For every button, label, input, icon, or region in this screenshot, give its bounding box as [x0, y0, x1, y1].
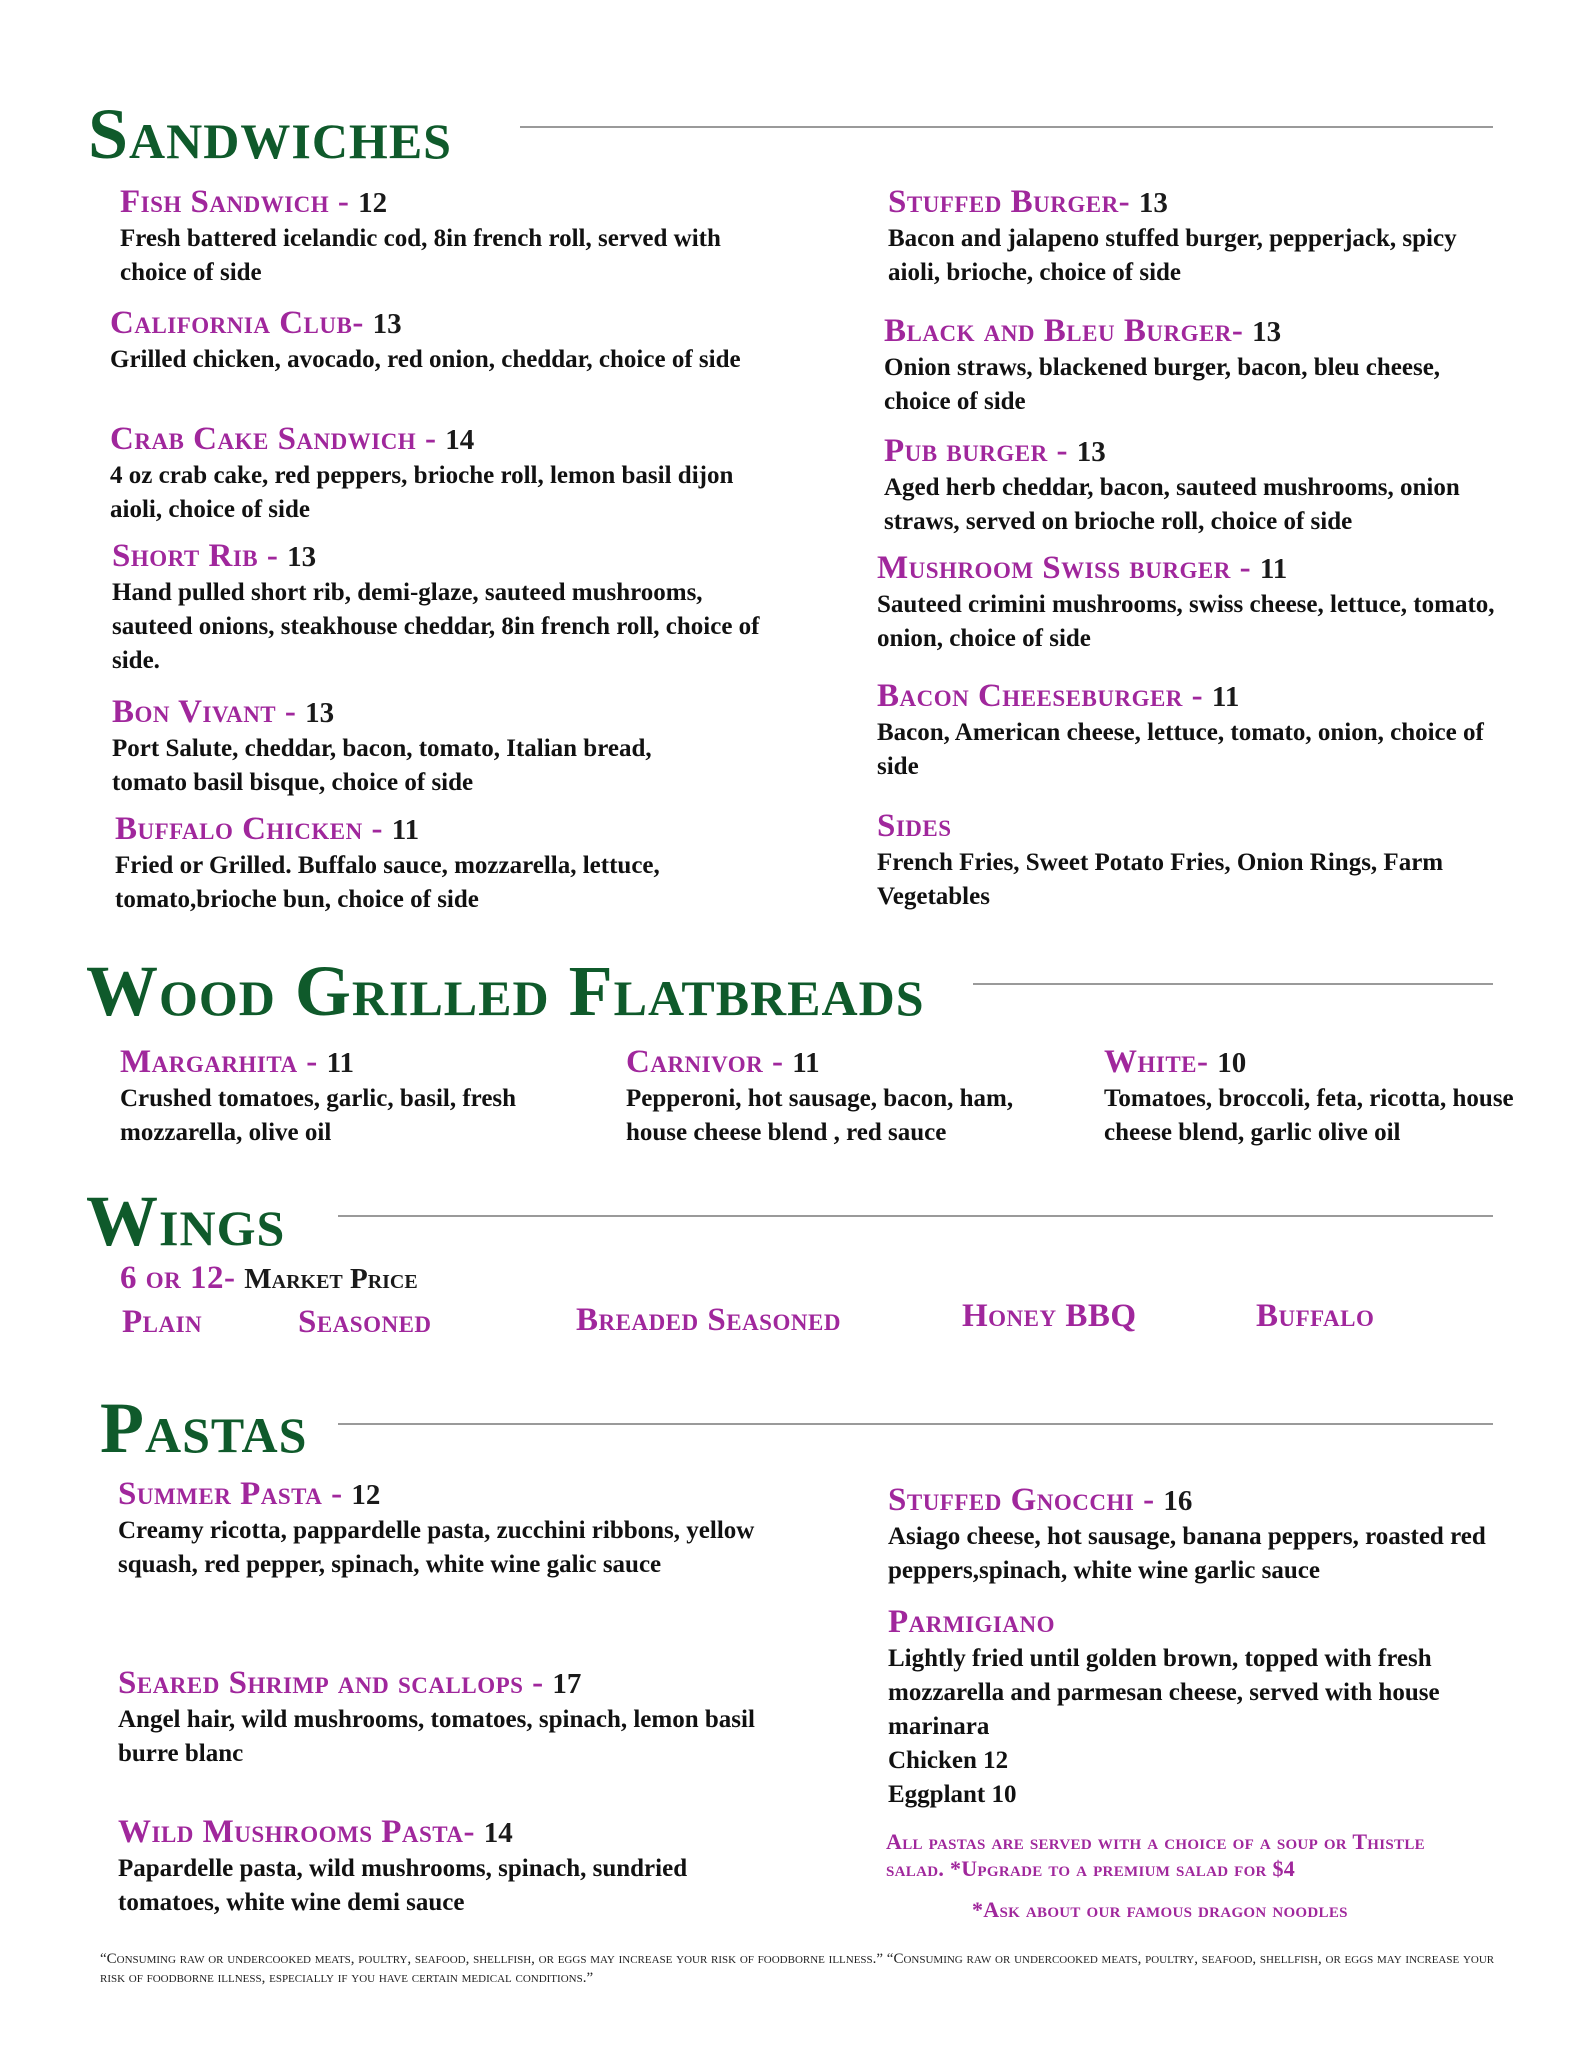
wing-style: Seasoned: [298, 1304, 432, 1340]
section-title-wings: Wings: [86, 1181, 286, 1261]
item-name: White-: [1104, 1044, 1218, 1080]
item-description: Lightly fried until golden brown, topped with fresh mozzarella and parmesan cheese, served with house marinara: [888, 1645, 1440, 1741]
item-name: Margarhita -: [120, 1044, 327, 1080]
menu-item: [877, 550, 1497, 656]
item-description: Bacon and jalapeno stuffed burger, pepperjack, spicy aioli, brioche, choice of side: [888, 225, 1457, 287]
item-description: Fresh battered icelandic cod, 8in french roll, served with choice of side: [120, 225, 721, 287]
menu-item: [884, 313, 1504, 419]
menu-item: [115, 811, 735, 917]
item-name: Carnivor -: [626, 1044, 793, 1080]
item-description: French Fries, Sweet Potato Fries, Onion Rings, Farm Vegetables: [877, 849, 1444, 911]
wing-style: Buffalo: [1256, 1298, 1375, 1334]
item-name: Parmigiano: [888, 1604, 1055, 1640]
menu-item: [110, 421, 750, 527]
menu-item: [626, 1044, 1046, 1150]
wings-market-price: Market Price: [244, 1263, 418, 1295]
menu-item: [110, 305, 750, 377]
item-name: Bacon Cheeseburger -: [877, 678, 1212, 714]
menu-item: [120, 1044, 560, 1150]
wings-count-price: [120, 1260, 418, 1297]
item-name: Black and Bleu Burger-: [884, 313, 1253, 349]
item-description: Papardelle pasta, wild mushrooms, spinach, sundried tomatoes, white wine demi sauce: [118, 1855, 688, 1917]
parm-option-chicken: Chicken 12: [888, 1747, 1009, 1775]
menu-item: [884, 433, 1524, 539]
item-name: Fish Sandwich -: [120, 184, 359, 220]
item-price: 13: [287, 541, 317, 573]
item-description: Aged herb cheddar, bacon, sauteed mushrooms, onion straws, served on brioche roll, choice of side: [884, 474, 1460, 536]
item-name: Crab Cake Sandwich -: [110, 421, 446, 457]
item-price: 17: [552, 1668, 582, 1700]
menu-item: [112, 694, 732, 800]
item-name: Wild Mushrooms Pasta-: [118, 1814, 484, 1850]
item-name: Summer Pasta -: [118, 1476, 352, 1512]
menu-item: [888, 1604, 1488, 1812]
section-title-flatbreads: Wood Grilled Flatbreads: [86, 951, 925, 1031]
item-name: Sides: [877, 808, 952, 844]
menu-item: [877, 678, 1517, 784]
item-description: Fried or Grilled. Buffalo sauce, mozzarella, lettuce, tomato,brioche bun, choice of side: [115, 852, 660, 914]
dragon-noodles-note: *Ask about our famous dragon noodles: [972, 1897, 1348, 1922]
item-price: 11: [1259, 553, 1288, 585]
item-price: 11: [792, 1047, 820, 1079]
item-description: Port Salute, cheddar, bacon, tomato, Italian bread, tomato basil bisque, choice of side: [112, 735, 652, 797]
item-description: Crushed tomatoes, garlic, basil, fresh mozzarella, olive oil: [120, 1085, 517, 1147]
menu-item: [888, 184, 1508, 290]
menu-item: [888, 1482, 1538, 1588]
item-name: Bon Vivant -: [112, 694, 306, 730]
wing-style: Plain: [122, 1304, 203, 1340]
item-price: 13: [1076, 436, 1106, 468]
item-price: 10: [1217, 1047, 1247, 1079]
wing-style: Honey BBQ: [962, 1298, 1137, 1334]
item-price: 13: [305, 697, 335, 729]
wing-style: Breaded Seasoned: [576, 1302, 841, 1338]
item-price: 13: [1252, 316, 1282, 348]
section-title-sandwiches: Sandwiches: [88, 94, 452, 174]
menu-item: [118, 1814, 778, 1920]
item-price: 11: [326, 1047, 354, 1079]
wings-count: 6 or 12-: [120, 1260, 245, 1296]
item-description: Tomatoes, broccoli, feta, ricotta, house cheese blend, garlic olive oil: [1104, 1085, 1514, 1147]
parm-option-eggplant: Eggplant 10: [888, 1781, 1017, 1809]
item-description: Sauteed crimini mushrooms, swiss cheese, lettuce, tomato, onion, choice of side: [877, 591, 1495, 653]
item-description: Creamy ricotta, pappardelle pasta, zucchini ribbons, yellow squash, red pepper, spinach, white wine galic sauce: [118, 1517, 755, 1579]
menu-item: [877, 808, 1517, 914]
item-price: 13: [372, 308, 402, 340]
item-name: Mushroom Swiss burger -: [877, 550, 1260, 586]
section-divider: [520, 126, 1493, 128]
food-safety-disclaimer: “Consuming raw or undercooked meats, poultry, seafood, shellfish, or eggs may increase your risk of foodborne illness.” “Consuming raw or undercooked meats, poultry, seafood, shellfish, or eggs may increase your risk of foodborne illness, especially if you have certain medical conditions.”: [100, 1951, 1495, 1986]
item-description: Pepperoni, hot sausage, bacon, ham, house cheese blend , red sauce: [626, 1085, 1014, 1147]
item-description: Hand pulled short rib, demi-glaze, sauteed mushrooms, sauteed onions, steakhouse cheddar, 8in french roll, choice of side.: [112, 579, 760, 675]
item-price: 11: [391, 814, 420, 846]
menu-item: [118, 1665, 768, 1771]
section-divider: [338, 1423, 1493, 1425]
item-price: 13: [1138, 187, 1168, 219]
item-description: Grilled chicken, avocado, red onion, cheddar, choice of side: [110, 346, 741, 374]
item-description: Angel hair, wild mushrooms, tomatoes, spinach, lemon basil burre blanc: [118, 1706, 755, 1768]
menu-item: [112, 538, 772, 678]
section-divider: [973, 983, 1493, 985]
menu-item: [120, 184, 780, 290]
item-name: California Club-: [110, 305, 373, 341]
item-price: 14: [483, 1817, 513, 1849]
item-name: Stuffed Gnocchi -: [888, 1482, 1164, 1518]
pasta-note: All pastas are served with a choice of a soup or Thistle salad. *Upgrade to a premium salad for $4: [886, 1829, 1425, 1881]
item-price: 11: [1211, 681, 1240, 713]
item-description: 4 oz crab cake, red peppers, brioche roll, lemon basil dijon aioli, choice of side: [110, 462, 734, 524]
item-description: Asiago cheese, hot sausage, banana peppers, roasted red peppers,spinach, white wine garlic sauce: [888, 1523, 1486, 1585]
item-price: 16: [1163, 1485, 1193, 1517]
item-name: Buffalo Chicken -: [115, 811, 392, 847]
item-description: Bacon, American cheese, lettuce, tomato, onion, choice of side: [877, 719, 1484, 781]
item-name: Pub burger -: [884, 433, 1077, 469]
item-name: Short Rib -: [112, 538, 288, 574]
section-divider: [338, 1215, 1493, 1217]
item-price: 12: [358, 187, 388, 219]
item-description: Onion straws, blackened burger, bacon, bleu cheese, choice of side: [884, 354, 1441, 416]
menu-item: [1104, 1044, 1534, 1150]
menu-item: [118, 1476, 768, 1582]
item-name: Stuffed Burger-: [888, 184, 1139, 220]
section-title-pastas: Pastas: [100, 1388, 308, 1468]
item-price: 12: [351, 1479, 381, 1511]
item-name: Seared Shrimp and scallops -: [118, 1665, 553, 1701]
item-price: 14: [445, 424, 475, 456]
